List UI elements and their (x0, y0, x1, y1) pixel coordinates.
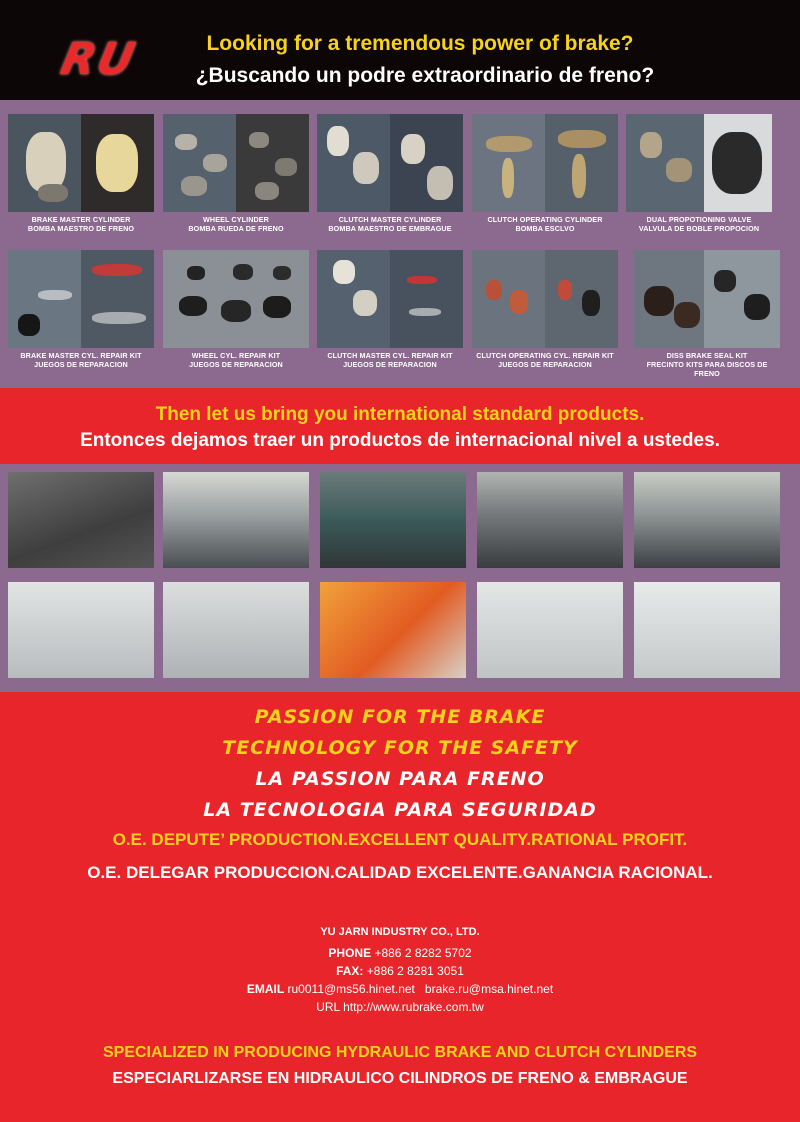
product-tile-wheel-repair-kit (163, 250, 309, 369)
product-photo (634, 250, 780, 348)
caption-english: DUAL PROPOTIONING VALVE (646, 215, 752, 224)
slogan-production-en: O.E. DEPUTE’ PRODUCTION.EXCELLENT QUALITY.RATIONAL PROFIT. (112, 830, 688, 849)
parts-photo (477, 582, 623, 678)
tagline-band (0, 388, 800, 464)
caption-english: CLUTCH MASTER CYL. REPAIR KIT (327, 351, 453, 360)
caption-english: CLUTCH OPERATING CYLINDER (487, 215, 603, 224)
product-tile-wheel-cylinder (163, 114, 309, 233)
product-tile-clutch-master-repair-kit (317, 250, 463, 369)
parts-photo (163, 582, 309, 678)
caption-english: CLUTCH MASTER CYLINDER (338, 215, 442, 224)
caption-spanish: JUEGOS DE REPARACION (343, 360, 437, 369)
caption-english: DISS BRAKE SEAL KIT (666, 351, 748, 360)
email-label: EMAIL (246, 982, 285, 996)
caption-english: WHEEL CYL. REPAIR KIT (191, 351, 281, 360)
tagline-spanish: Entonces dejamos traer un productos de internacional nivel a ustedes. (80, 430, 720, 451)
product-photo (8, 250, 154, 348)
product-tile-brake-master-repair-kit (8, 250, 154, 369)
tagline-english: Then let us bring you international standard products. (155, 404, 645, 425)
product-photo (163, 250, 309, 348)
slogan-passion-es: LA PASSION PARA FRENO (255, 768, 545, 790)
product-tile-clutch-operating-cylinder (472, 114, 618, 233)
caption-spanish: JUEGOS DE REPARACION (189, 360, 283, 369)
parts-photo (8, 582, 154, 678)
product-photo (317, 114, 463, 212)
fax-line (0, 964, 800, 978)
slogan-production-es: O.E. DELEGAR PRODUCCION.CALIDAD EXCELENTE.GANANCIA RACIONAL. (87, 863, 713, 882)
factory-photo-grid (0, 464, 800, 692)
product-tile-clutch-master-cylinder (317, 114, 463, 233)
caption-spanish: BOMBA MAESTRO DE EMBRAGUE (328, 224, 452, 233)
website-link[interactable]: http://www.rubrake.com.tw (343, 1000, 484, 1014)
phone-line (0, 946, 800, 960)
product-tile-clutch-operating-repair-kit (472, 250, 618, 369)
product-photo (8, 114, 154, 212)
caption-english: BRAKE MASTER CYL. REPAIR KIT (20, 351, 142, 360)
factory-photo (320, 472, 466, 568)
product-tile-brake-master-cylinder (8, 114, 154, 233)
factory-photo (8, 472, 154, 568)
caption-spanish: BOMBA RUEDA DE FRENO (188, 224, 284, 233)
product-photo (626, 114, 772, 212)
caption-spanish: JUEGOS DE REPARACION (498, 360, 592, 369)
email-link-1[interactable]: ru0011@ms56.hinet.net (287, 982, 415, 996)
logo-text: RU (56, 34, 142, 85)
email-line (0, 982, 800, 996)
factory-photo (634, 472, 780, 568)
phone-label: PHONE (328, 946, 372, 960)
headline-english: Looking for a tremendous power of brake? (206, 32, 634, 55)
fax-label: FAX: (336, 964, 364, 978)
url-line (0, 1000, 800, 1014)
product-photo (472, 250, 618, 348)
product-tile-dual-proportioning-valve (626, 114, 772, 233)
fax-number: +886 2 8281 3051 (366, 964, 464, 978)
url-label: URL (316, 1000, 340, 1014)
parts-photo (320, 582, 466, 678)
company-name: YU JARN INDUSTRY CO., LTD. (320, 926, 480, 938)
caption-spanish: BOMBA ESCLVO (515, 224, 575, 233)
factory-photo (477, 472, 623, 568)
specialization-english: SPECIALIZED IN PRODUCING HYDRAULIC BRAKE AND CLUTCH CYLINDERS (102, 1044, 698, 1061)
product-tile-disc-brake-seal-kit (634, 250, 780, 378)
caption-spanish: VALVULA DE BOBLE PROPOCION (638, 224, 760, 233)
slogan-technology-en: TECHNOLOGY FOR THE SAFETY (222, 737, 578, 759)
header (0, 0, 800, 100)
email-link-2[interactable]: brake.ru@msa.hinet.net (424, 982, 554, 996)
caption-spanish: FRECINTO KITS PARA DISCOS DE FRENO (646, 360, 768, 378)
caption-english: WHEEL CYLINDER (203, 215, 269, 224)
phone-number: +886 2 8282 5702 (374, 946, 472, 960)
caption-english: BRAKE MASTER CYLINDER (31, 215, 131, 224)
product-grid (0, 100, 800, 388)
parts-photo (634, 582, 780, 678)
factory-photo (163, 472, 309, 568)
caption-spanish: JUEGOS DE REPARACION (34, 360, 128, 369)
slogan-technology-es: LA TECNOLOGIA PARA SEGURIDAD (203, 799, 597, 821)
product-photo (472, 114, 618, 212)
headline-spanish: ¿Buscando un podre extraordinario de freno? (195, 64, 655, 87)
caption-english: CLUTCH OPERATING CYL. REPAIR KIT (476, 351, 614, 360)
product-photo (163, 114, 309, 212)
caption-spanish: BOMBA MAESTRO DE FRENO (27, 224, 135, 233)
specialization-spanish: ESPECIARLIZARSE EN HIDRAULICO CILINDROS DE FRENO & EMBRAGUE (112, 1070, 688, 1087)
product-photo (317, 250, 463, 348)
slogan-passion-en: PASSION FOR THE BRAKE (254, 706, 546, 728)
